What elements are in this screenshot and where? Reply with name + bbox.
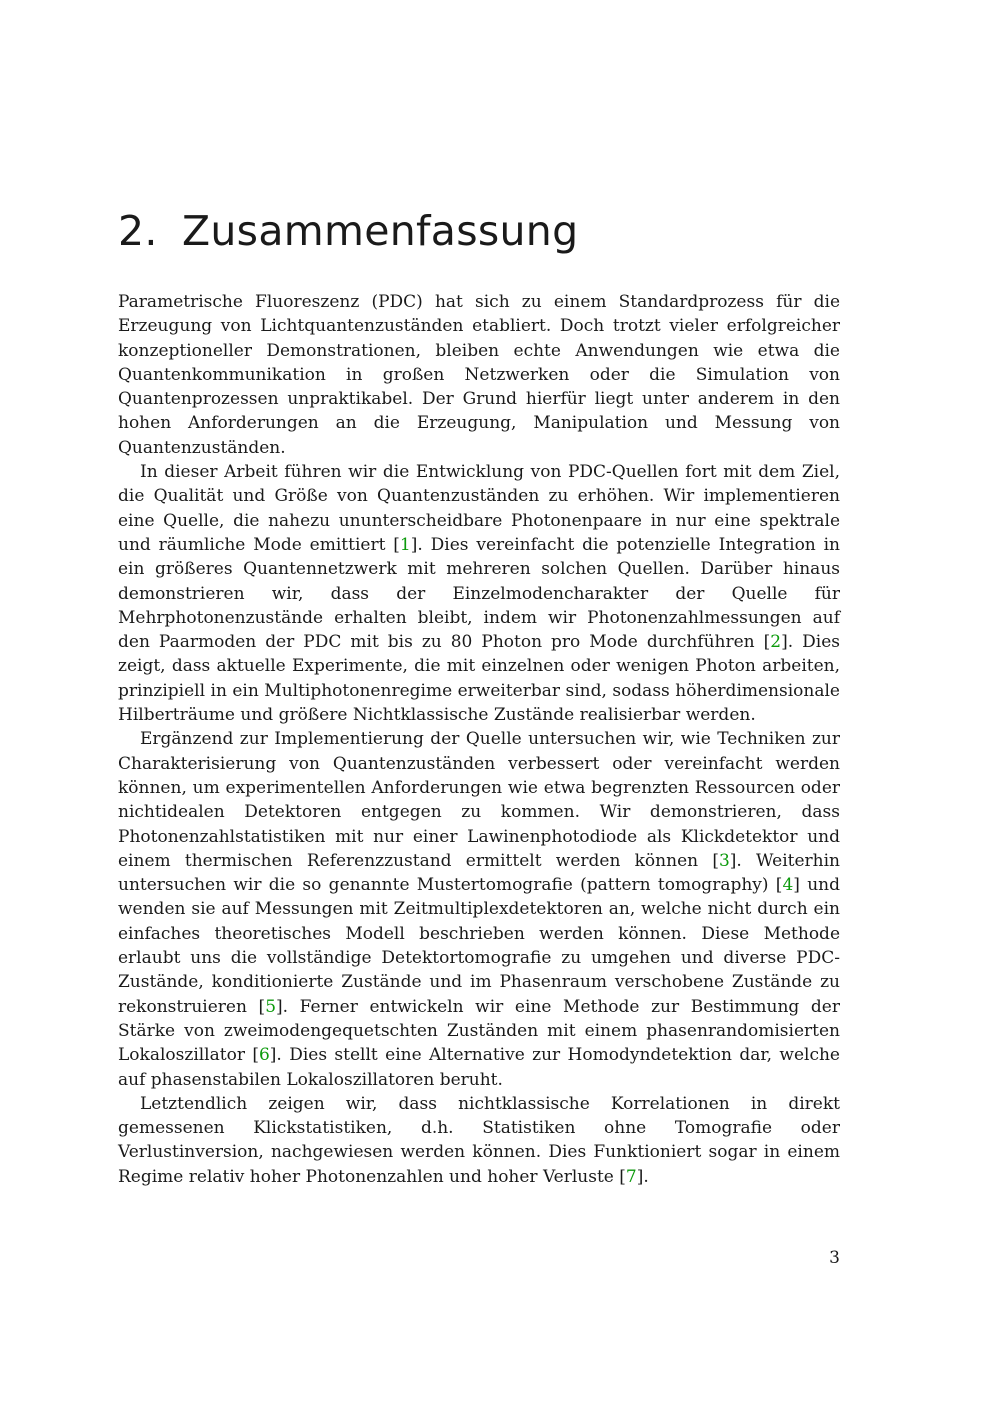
citation-link[interactable]: 4	[782, 875, 794, 896]
paragraph-text: ]. Dies zeigt, dass aktuelle Experimente, die mit einzelnen oder wenigen Photon arbeiten, prinzipiell in ein Multiphotonenregime erweiterbar sind, sodass höherdimensionale Hilberträume und größere Nichtklassische Zustände realisierbar werden.	[118, 632, 840, 726]
citation-link[interactable]: 6	[258, 1045, 270, 1066]
citation-link[interactable]: 7	[625, 1166, 637, 1187]
chapter-number: 2.	[118, 207, 158, 255]
paragraph-text: ]. Ferner entwickeln wir eine Methode zur Bestimmung der Stärke von zweimodengequetschten Zuständen mit einem phasenrandomisierten Lokaloszillator [	[118, 996, 840, 1066]
paragraph-text: ]. Dies vereinfacht die potenzielle Integration in ein größeres Quantennetzwerk mit mehreren solchen Quellen. Darüber hinaus demonstrieren wir, dass der Einzelmodencharakter der Quelle für Mehrphotonenzustände erhalten bleibt, indem wir Photonenzahlmessungen auf den Paarmoden der PDC mit bis zu 80 Photon pro Mode durchführen [	[118, 534, 840, 653]
paragraph-intro	[118, 290, 840, 460]
paragraph-text: Parametrische Fluoreszenz (PDC) hat sich zu einem Standardprozess für die Erzeugung von Lichtquantenzuständen etabliert. Doch trotzt vieler erfolgreicher konzeptioneller Demonstrationen, bleiben echte Anwendungen wie etwa die Quantenkommunikation in großen Netzwerken oder die Simulation von Quantenprozessen unpraktikabel. Der Grund hierfür liegt unter anderem in den hohen Anforderungen an die Erzeugung, Manipulation und Messung von Quantenzuständen.	[118, 292, 840, 458]
paragraph-text: ] und wenden sie auf Messungen mit Zeitmultiplexdetektoren an, welche nicht durch ein einfaches theoretisches Modell beschrieben werden können. Diese Methode erlaubt uns die vollständige Detektortomografie zu umgehen und diverse PDC-Zustände, konditionierte Zustände und im Phasenraum verschobene Zustände zu rekonstruieren [	[118, 875, 840, 1017]
paragraph-text: ]. Dies stellt eine Alternative zur Homodyndetektion dar, welche auf phasenstabilen Lokaloszillatoren beruht.	[118, 1045, 840, 1090]
paragraph-text: In dieser Arbeit führen wir die Entwicklung von PDC-Quellen fort mit dem Ziel, die Qualität und Größe von Quantenzuständen zu erhöhen. Wir implementieren eine Quelle, die nahezu ununterscheidbare Photonenpaare in nur eine spektrale und räumliche Mode emittiert [	[118, 462, 840, 555]
chapter-heading	[118, 205, 578, 257]
paragraph-text: Letztendlich zeigen wir, dass nichtklassische Korrelationen in direkt gemessenen Klickstatistiken, d.h. Statistiken ohne Tomografie oder Verlustinversion, nachgewiesen werden können. Dies Funktioniert sogar in einem Regime relativ hoher Photonenzahlen und hoher Verluste [	[118, 1093, 840, 1187]
paragraph-text: ].	[636, 1166, 649, 1187]
citation-link[interactable]: 1	[399, 534, 411, 555]
paragraph-text: Ergänzend zur Implementierung der Quelle untersuchen wir, wie Techniken zur Charakterisierung von Quantenzuständen verbessert oder vereinfacht werden können, um experimentellen Anforderungen wie etwa begrenzten Ressourcen oder nichtidealen Detektoren entgegen zu kommen. Wir demonstrieren, dass Photonenzahlstatistiken mit nur einer Lawinenphotodiode als Klickdetektor und einem thermischen Referenzzustand ermittelt werden können [	[118, 729, 840, 871]
citation-link[interactable]: 5	[265, 996, 277, 1017]
paragraph-source	[118, 460, 840, 727]
paragraph-characterization	[118, 727, 840, 1091]
citation-link[interactable]: 2	[770, 632, 782, 653]
paragraph-text: ]. Weiterhin untersuchen wir die so genannte Mustertomografie (pattern tomography) [	[118, 850, 840, 896]
page-number: 3	[829, 1248, 840, 1268]
citation-link[interactable]: 3	[718, 850, 730, 871]
paragraph-conclusion	[118, 1092, 840, 1189]
chapter-body	[118, 290, 840, 1189]
chapter-title: Zusammenfassung	[182, 207, 579, 255]
